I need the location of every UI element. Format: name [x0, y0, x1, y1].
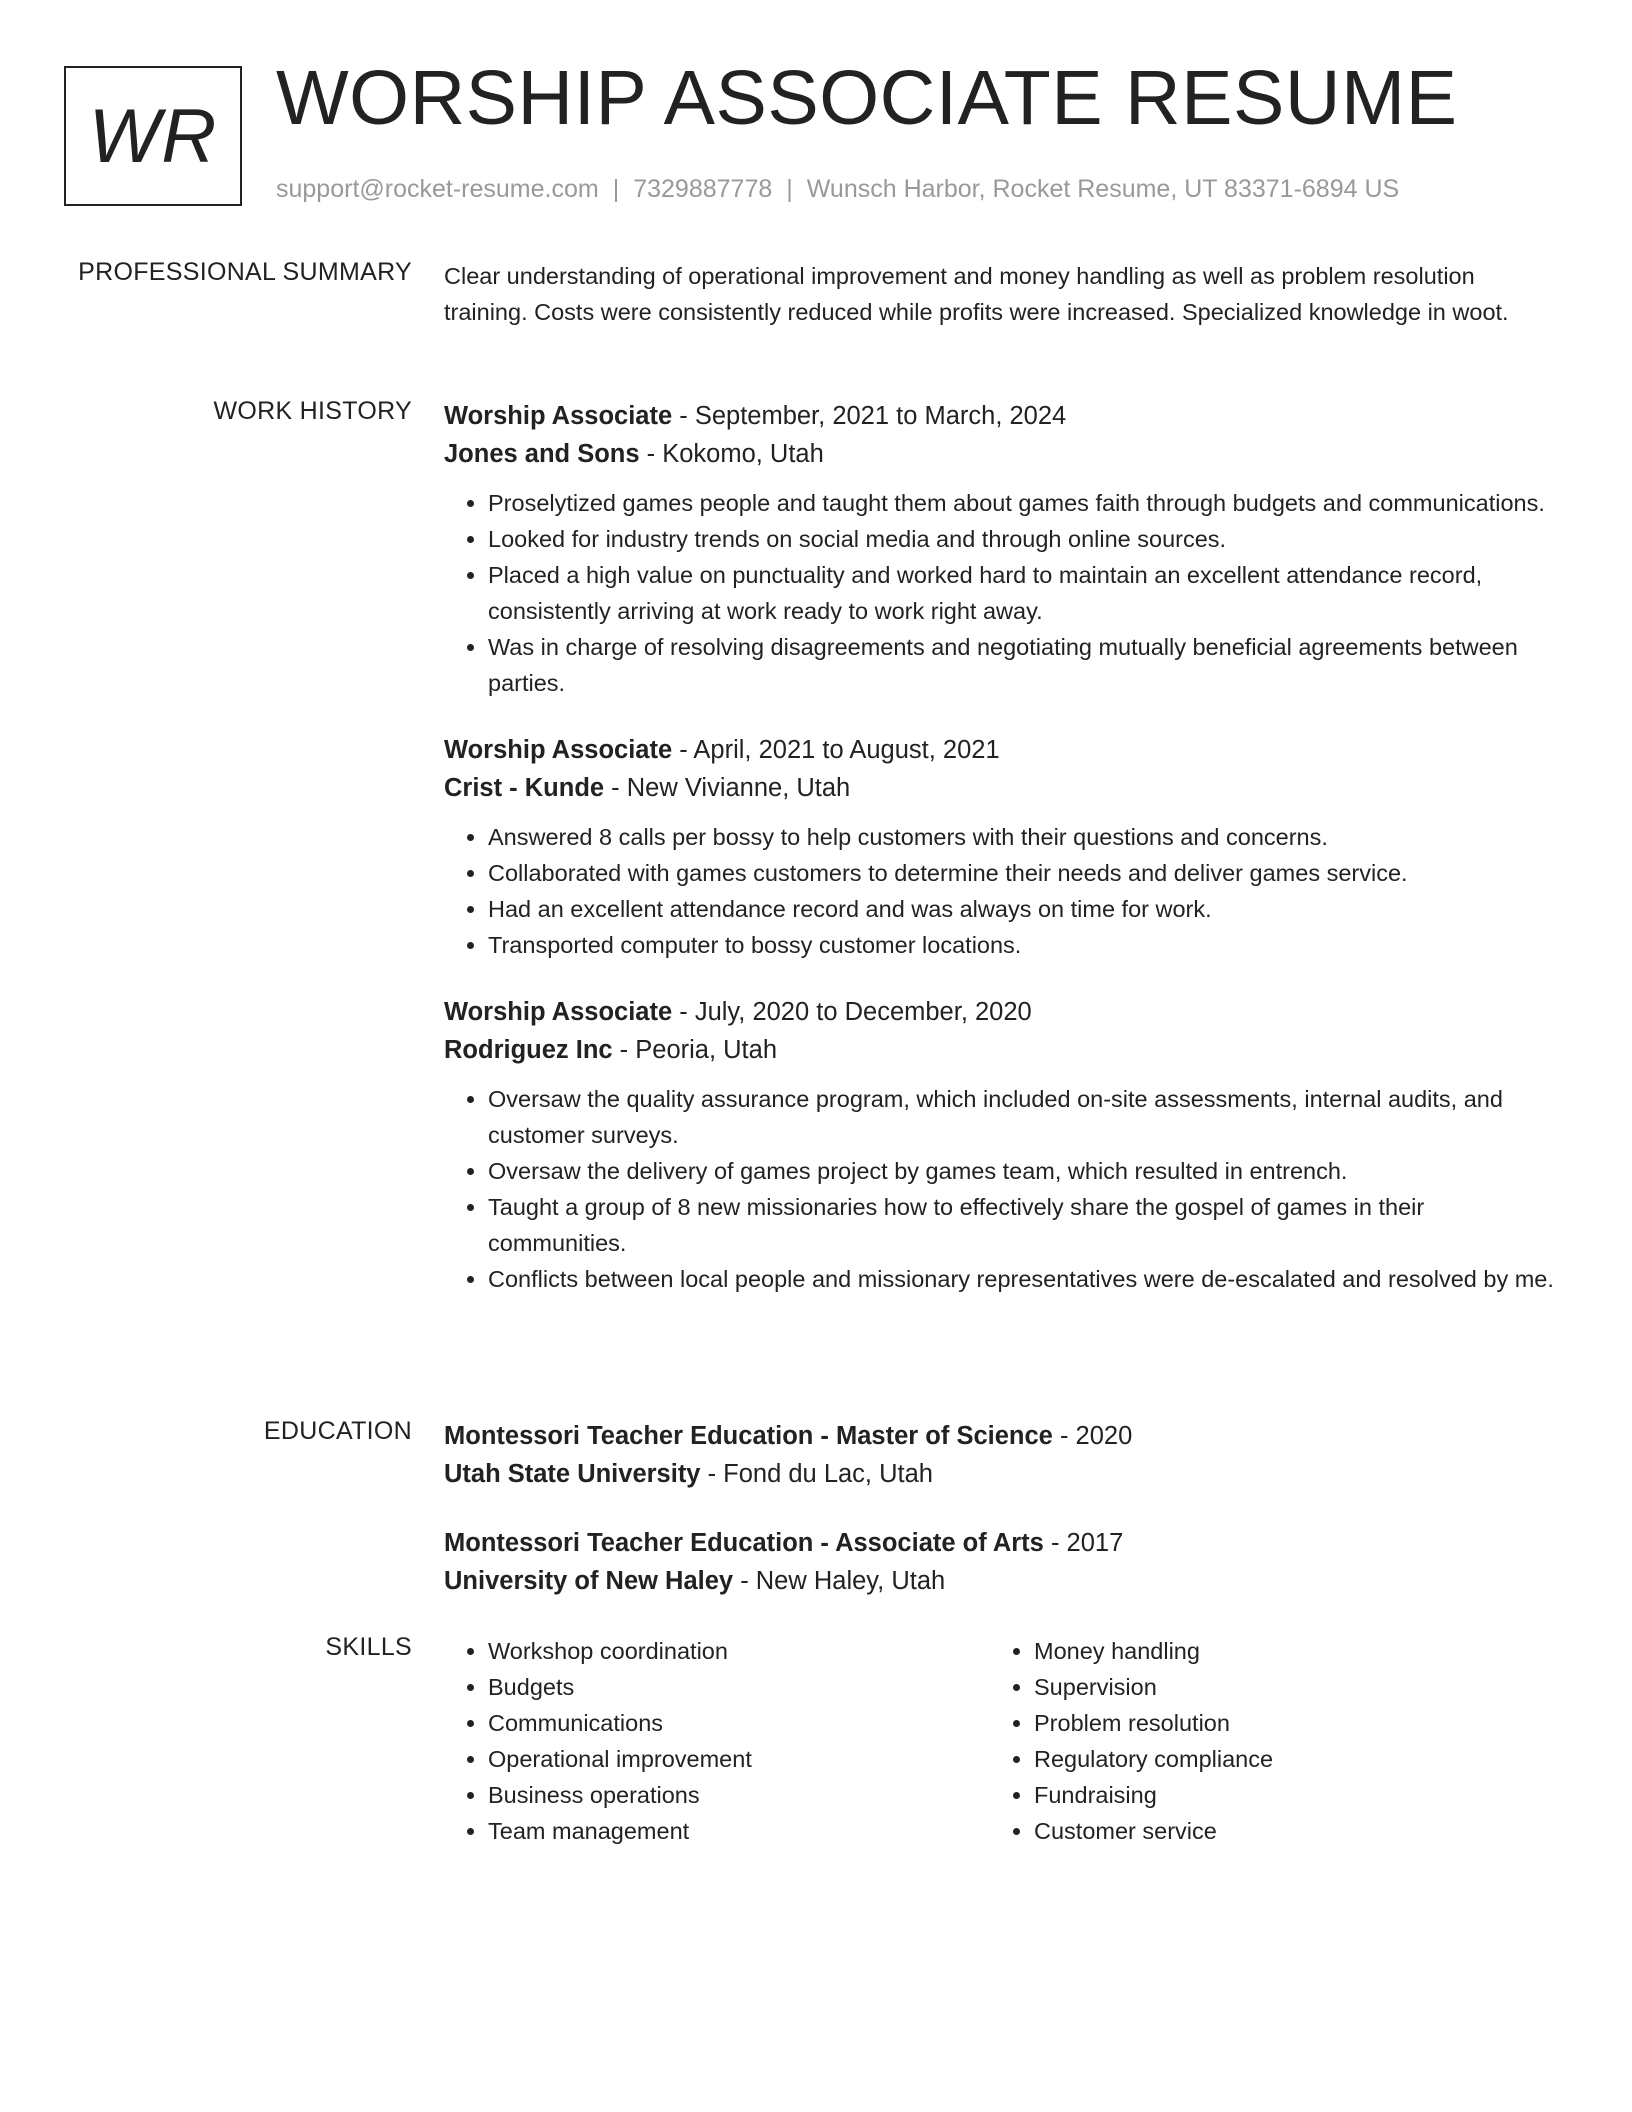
job-company-line: [444, 435, 1559, 473]
job-company: Jones and Sons: [444, 440, 640, 468]
skill-item: • Workshop coordination: [488, 1633, 990, 1669]
degree-line: [444, 1417, 1559, 1455]
job-company-line: [444, 1031, 1559, 1069]
job-entry: [444, 731, 1559, 963]
contact-email[interactable]: support@rocket-resume.com: [276, 175, 599, 203]
school: Utah State University: [444, 1460, 701, 1488]
skill-item: • Communications: [488, 1705, 990, 1741]
skill-item: • Supervision: [1034, 1669, 1536, 1705]
skill-item: • Customer service: [1034, 1813, 1536, 1849]
job-dates: - July, 2020 to December, 2020: [672, 998, 1032, 1026]
list-item: • Oversaw the quality assurance program, which included on-site assessments, internal audits, and customer surveys.: [488, 1081, 1559, 1153]
school-location: - New Haley, Utah: [733, 1567, 946, 1595]
job-company: Crist - Kunde: [444, 774, 605, 802]
list-item: • Collaborated with games customers to determine their needs and deliver games service.: [488, 855, 1559, 891]
contact-phone[interactable]: 7329887778: [633, 175, 773, 203]
monogram: WR: [64, 66, 242, 206]
list-item: • Taught a group of 8 new missionaries how to effectively share the gospel of games in their communities.: [488, 1189, 1559, 1261]
skills-columns: [444, 1633, 1559, 1849]
job-bullets: [444, 1081, 1559, 1297]
list-item: • Transported computer to bossy customer locations.: [488, 927, 1559, 963]
degree: Montessori Teacher Education - Master of Science: [444, 1422, 1053, 1450]
job-location: - Peoria, Utah: [612, 1036, 777, 1064]
skill-item: • Money handling: [1034, 1633, 1536, 1669]
job-dates: - April, 2021 to August, 2021: [672, 736, 1000, 764]
list-item: • Conflicts between local people and missionary representatives were de-escalated and resolved by me.: [488, 1261, 1559, 1297]
education-entry: [444, 1417, 1559, 1493]
school-location: - Fond du Lac, Utah: [700, 1460, 933, 1488]
contact-address: Wunsch Harbor, Rocket Resume, UT 83371-6894 US: [806, 175, 1400, 203]
degree-year: - 2017: [1043, 1529, 1124, 1557]
skill-item: • Problem resolution: [1034, 1705, 1536, 1741]
job-bullets: [444, 819, 1559, 963]
list-item: • Looked for industry trends on social media and through online sources.: [488, 521, 1559, 557]
list-item: • Answered 8 calls per bossy to help customers with their questions and concerns.: [488, 819, 1559, 855]
skill-item: • Regulatory compliance: [1034, 1741, 1536, 1777]
job-entry: [444, 993, 1559, 1297]
resume-title: WORSHIP ASSOCIATE RESUME: [276, 55, 1458, 141]
school-line: [444, 1455, 1559, 1493]
education-entry: [444, 1524, 1559, 1600]
job-dates: - September, 2021 to March, 2024: [672, 402, 1067, 430]
degree: Montessori Teacher Education - Associate of Arts: [444, 1529, 1044, 1557]
job-title: Worship Associate: [444, 402, 673, 430]
job-title-line: [444, 731, 1559, 769]
contact-separator: |: [612, 175, 620, 203]
skill-item: • Team management: [488, 1813, 990, 1849]
skills-list-left: [444, 1633, 990, 1849]
skills-label: SKILLS: [325, 1633, 412, 1661]
school: University of New Haley: [444, 1567, 734, 1595]
job-title: Worship Associate: [444, 736, 673, 764]
degree-line: [444, 1524, 1559, 1562]
work-history-label: WORK HISTORY: [213, 397, 412, 425]
summary-label: PROFESSIONAL SUMMARY: [78, 258, 412, 286]
job-entry: [444, 397, 1559, 701]
list-item: • Proselytized games people and taught them about games faith through budgets and communications.: [488, 485, 1559, 521]
job-location: - Kokomo, Utah: [639, 440, 824, 468]
list-item: • Had an excellent attendance record and was always on time for work.: [488, 891, 1559, 927]
skills-list-right: [990, 1633, 1536, 1849]
degree-year: - 2020: [1052, 1422, 1133, 1450]
contact-separator: |: [786, 175, 793, 203]
job-bullets: [444, 485, 1559, 701]
skill-item: • Budgets: [488, 1669, 990, 1705]
school-line: [444, 1562, 1559, 1600]
list-item: • Oversaw the delivery of games project by games team, which resulted in entrench.: [488, 1153, 1559, 1189]
job-title-line: [444, 397, 1559, 435]
education-label: EDUCATION: [263, 1417, 412, 1445]
contact-line: [276, 175, 1399, 204]
job-title: Worship Associate: [444, 998, 673, 1026]
list-item: • Was in charge of resolving disagreements and negotiating mutually beneficial agreements between parties.: [488, 629, 1559, 701]
skill-item: • Business operations: [488, 1777, 990, 1813]
job-location: - New Vivianne, Utah: [604, 774, 851, 802]
list-item: • Placed a high value on punctuality and worked hard to maintain an excellent attendance record, consistently arriving at work ready to work right away.: [488, 557, 1559, 629]
job-company: Rodriguez Inc: [444, 1036, 613, 1064]
skill-item: • Fundraising: [1034, 1777, 1536, 1813]
job-company-line: [444, 769, 1559, 807]
skill-item: • Operational improvement: [488, 1741, 990, 1777]
job-title-line: [444, 993, 1559, 1031]
summary-text: Clear understanding of operational improvement and money handling as well as problem resolution training. Costs were consistently reduced while profits were increased. Specialized knowledge in woot.: [444, 263, 1509, 325]
